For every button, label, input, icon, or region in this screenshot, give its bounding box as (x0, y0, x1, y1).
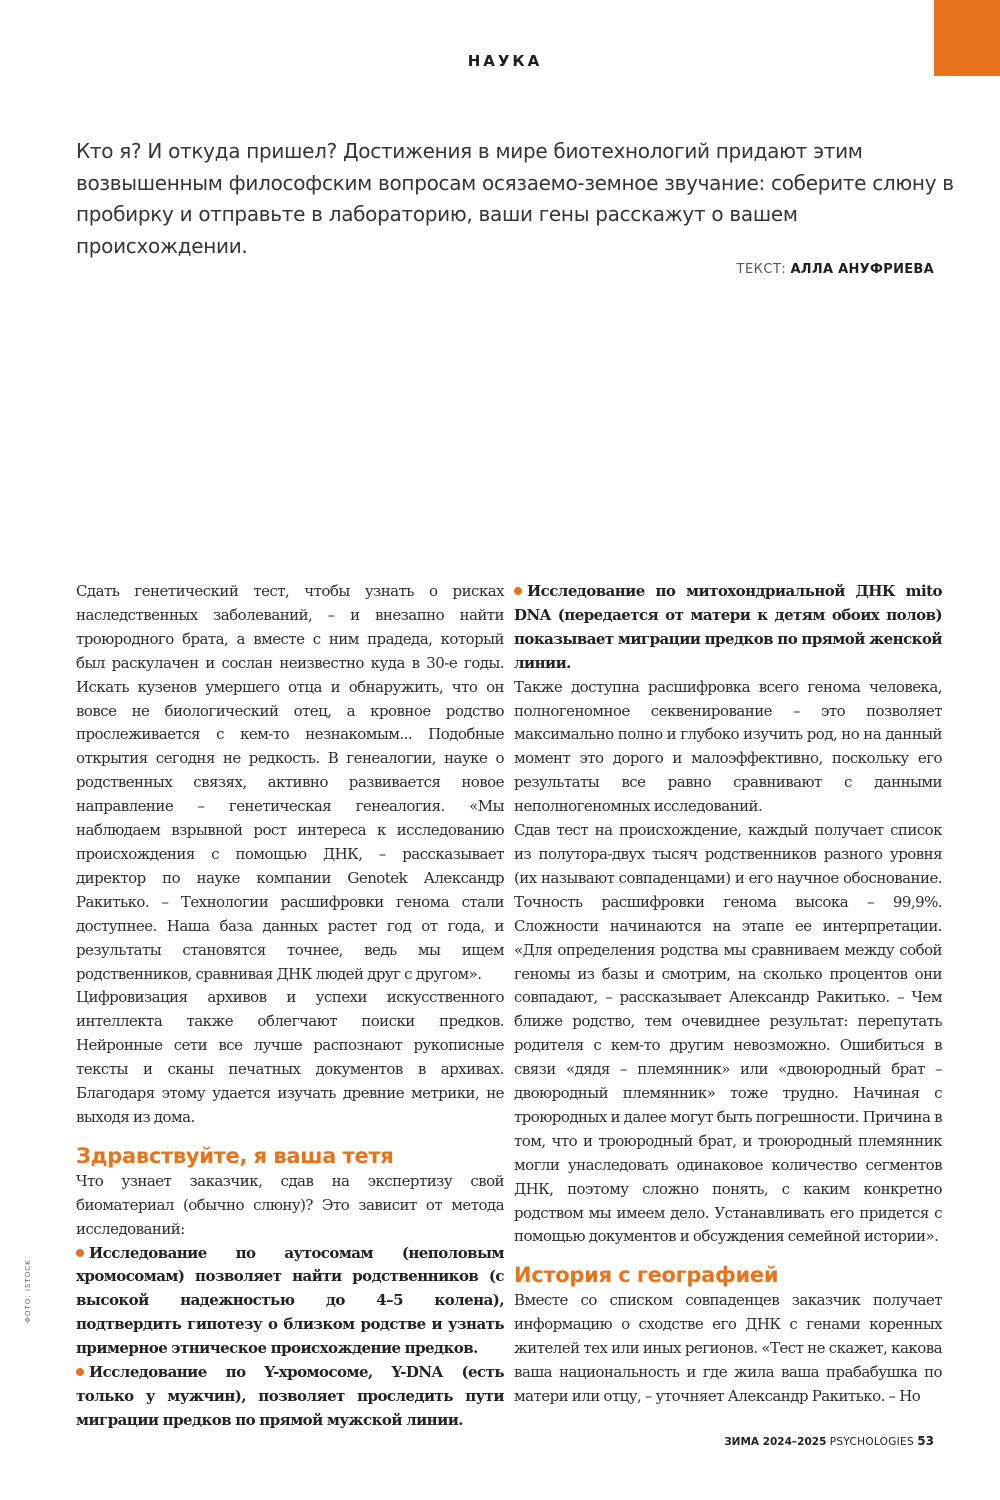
bullet-item (76, 1361, 504, 1433)
byline-author: АЛЛА АНУФРИЕВА (790, 262, 934, 277)
bullet-item (514, 580, 942, 676)
bullet-text: Исследование по аутосомам (неполовым хромосомам) позволяет найти родственников (с высокой надежностью до 4–5 колена), подтвердить гипотезу о близком родстве и узнать примерное этническое происхождение предков. (76, 1243, 504, 1358)
subheading: Здравствуйте, я ваша тетя (76, 1143, 394, 1168)
subheading: История с географией (514, 1263, 779, 1288)
body-paragraph: Также доступна расшифровка всего генома человека, полногеномное секвенирование – это позволяет максимально полно и глубоко изучить род, но на данный момент это дорого и малоэффективно, поскольку его результаты все равно сравнивают с данными неполногеномных исследований. (514, 677, 942, 816)
bullet-text: Исследование по Y-хромосоме, Y-DNA (есть только у мужчин), позволяет проследить пути миграции предков по прямой мужской линии. (76, 1363, 504, 1429)
bullet-dot-icon (76, 1368, 84, 1376)
body-paragraph: Цифровизация архивов и успехи искусственного интеллекта также облегчают поиски предков. Нейронные сети все лучше распознают рукописные тексты и сканы печатных документов в архивах. Благодаря этому удается изучать древние метрики, не выходя из дома. (76, 988, 504, 1126)
page-number: 53 (917, 1434, 934, 1448)
photo-credit: ФОТО: ISTOCK (24, 1259, 32, 1323)
byline-label: ТЕКСТ: (736, 262, 787, 277)
body-paragraph: Вместе со списком совпаденцев заказчик получает информацию о сходстве его ДНК с генами коренных жителей тех или иных регионов. «Тест не скажет, какова ваша национальность и где жила ваша прабабушка по матери или отцу, – уточняет Александр Ракитько. – Но (514, 1291, 942, 1405)
byline (737, 262, 935, 277)
lead-paragraph: Кто я? И откуда пришел? Достижения в мире биотехнологий придают этим возвышенным философским вопросам осязаемо-земное звучание: соберите слюну в пробирку и отправьте в лабораторию, ваши гены расскажут о вашем происхождении. (76, 139, 954, 258)
bullet-dot-icon (514, 587, 522, 595)
bullet-item (76, 1242, 504, 1362)
body-paragraph: Сдать генетический тест, чтобы узнать о рисках наследственных заболеваний, – и внезапно найти троюродного брата, а вместе с ним прадеда, который был раскулачен и сослан неизвестно куда в 30-е годы. Искать кузенов умершего отца и обнаружить, что он вовсе не биологический отец, а кровное родство прослеживается с кем-то незнакомым... Подобные открытия сегодня не редкость. В генеалогии, науке о родственных связях, активно развивается новое направление – генетическая генеалогия. «Мы наблюдаем взрывной рост интереса к исследованию происхождения с помощью ДНК, – рассказывает директор по науке компании Genotek Александр Ракитько. – Технологии расшифровки генома стали доступнее. Наша база данных растет год от года, и результаты становятся точнее, ведь мы ищем родственников, сравнивая ДНК людей друг с другом». (76, 582, 504, 983)
left-column (76, 580, 504, 1433)
bullet-text: Исследование по митохондриальной ДНК mito DNA (передается от матери к детям обоих полов) показывает миграции предков по прямой женской линии. (514, 582, 942, 672)
body-paragraph: Что узнает заказчик, сдав на экспертизу свой биоматериал (обычно слюну)? Это зависит от метода исследований: (76, 1171, 504, 1238)
right-column (514, 580, 942, 1409)
body-paragraph: Сдав тест на происхождение, каждый получает список из полутора-двух тысяч родственников разного уровня (их называют совпаденцами) и его научное обоснование. Точность расшифровки генома высока – 99,9%. Сложности начинаются на этапе ее интерпретации. «Для определения родства мы сравниваем между собой геномы из базы и смотрим, на сколько процентов они совпадают, – рассказывает Александр Ракитько. – Чем ближе родство, тем очевиднее результат: перепутать родителя с кем-то другим невозможно. Ошибиться в связи «дядя – племянник» или «двоюродный брат – двоюродный племянник» тоже трудно. Начиная с троюродных и далее могут быть погрешности. Причина в том, что и троюродный брат, и троюродный племянник могли унаследовать одинаковое количество сегментов ДНК, поэтому сложно понять, с каким конкретно родством мы имеем дело. Устанавливать его придется с помощью документов и обсуждения семейной истории». (514, 821, 942, 1246)
bullet-dot-icon (76, 1249, 84, 1257)
footer-season: ЗИМА 2024–2025 (724, 1436, 827, 1448)
footer-magazine: PSYCHOLOGIES (829, 1436, 914, 1448)
page-footer (724, 1434, 934, 1448)
section-label: НАУКА (467, 52, 543, 70)
